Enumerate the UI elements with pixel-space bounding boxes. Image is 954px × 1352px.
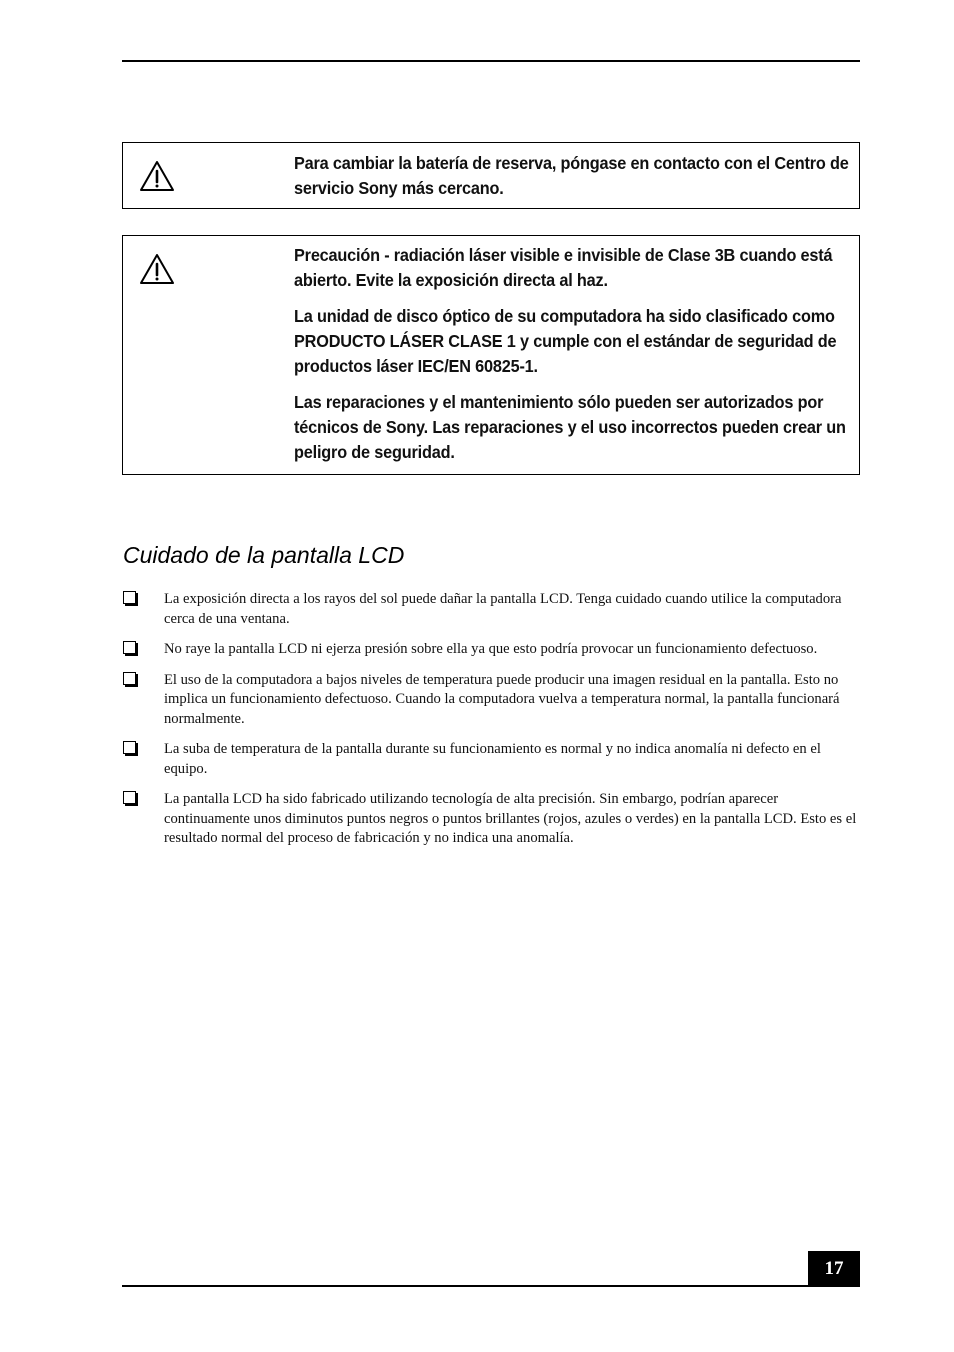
- checkbox-bullet-icon: [123, 591, 136, 604]
- list-item-text: La pantalla LCD ha sido fabricado utilizando tecnología de alta precisión. Sin embargo, podrían aparecer continuamente unos diminutos puntos negros o puntos brillantes (rojos, azules o verdes) en la pantalla LCD. Esto es el resultado normal del proceso de fabricación y no indica una anomalía.: [164, 791, 857, 846]
- checkbox-bullet-icon: [123, 741, 136, 754]
- checkbox-bullet-icon: [123, 641, 136, 654]
- list-item-text: El uso de la computadora a bajos niveles de temperatura puede producir una imagen residual en la pantalla. Esto no implica un funcionamiento defectuoso. Cuando la computadora vuelva a temperatura normal, la pantalla funcionará normalmente.: [164, 671, 840, 727]
- list-item-text: La suba de temperatura de la pantalla durante su funcionamiento es normal y no indica anomalía ni defecto en el equipo.: [164, 741, 821, 777]
- list-item: [122, 740, 862, 779]
- warning-triangle-icon: [139, 253, 175, 285]
- checkbox-bullet-icon: [123, 791, 136, 804]
- warning-paragraph: Las reparaciones y el mantenimiento sólo pueden ser autorizados por técnicos de Sony. Las reparaciones y el uso incorrectos pueden crear un peligro de seguridad.: [294, 392, 846, 462]
- list-item-text: No raye la pantalla LCD ni ejerza presión sobre ella ya que esto podría provocar un funcionamiento defectuoso.: [164, 641, 818, 657]
- footer-rule: [122, 1285, 860, 1287]
- list-item-text: La exposición directa a los rayos del sol puede dañar la pantalla LCD. Tenga cuidado cuando utilice la computadora cerca de una ventana.: [164, 591, 842, 627]
- list-item: [122, 640, 862, 660]
- list-item: [122, 671, 862, 730]
- warning-paragraph: Precaución - radiación láser visible e invisible de Clase 3B cuando está abierto. Evite la exposición directa al haz.: [294, 245, 833, 290]
- list-item: [122, 590, 862, 629]
- page-number: 17: [808, 1251, 860, 1287]
- care-list: [122, 590, 862, 860]
- checkbox-bullet-icon: [123, 672, 136, 685]
- warning-triangle-icon: [139, 160, 175, 192]
- warning-box-laser: [122, 235, 860, 475]
- warning-text: [294, 243, 852, 476]
- warning-paragraph: Para cambiar la batería de reserva, póngase en contacto con el Centro de servicio Sony más cercano.: [294, 153, 849, 198]
- warning-box-battery: [122, 142, 860, 209]
- header-rule: [122, 60, 860, 62]
- list-item: [122, 790, 862, 849]
- section-title: Cuidado de la pantalla LCD: [123, 542, 405, 568]
- warning-text: [294, 151, 852, 212]
- warning-paragraph: La unidad de disco óptico de su computadora ha sido clasificado como PRODUCTO LÁSER CLASE 1 y cumple con el estándar de seguridad de productos láser IEC/EN 60825-1.: [294, 306, 837, 376]
